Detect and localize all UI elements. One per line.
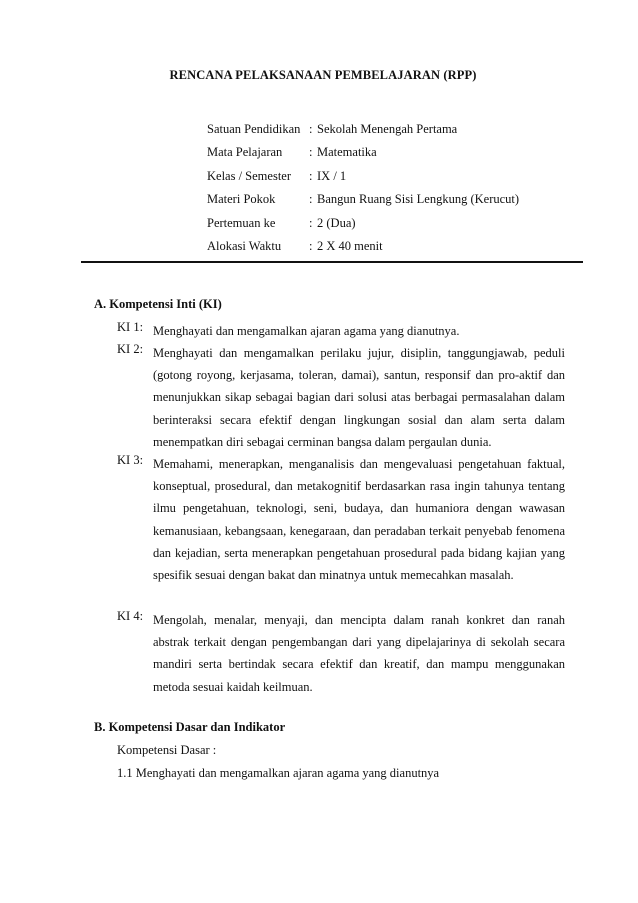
- identity-label: Kelas / Semester: [207, 168, 292, 183]
- section-b-heading: B. Kompetensi Dasar dan Indikator: [94, 720, 286, 734]
- header-divider: [81, 261, 583, 263]
- identity-row: [207, 188, 519, 211]
- identity-value: Matematika: [317, 145, 377, 160]
- kd-block: [117, 739, 439, 785]
- identity-label: Alokasi Waktu: [207, 238, 282, 253]
- identity-label: Pertemuan ke: [207, 215, 276, 230]
- ki-item-3: [117, 453, 565, 586]
- ki-text: Menghayati dan mengamalkan ajaran agama yang dianutnya.: [153, 324, 460, 338]
- identity-separator: :: [309, 238, 313, 253]
- kd-subheading: Kompetensi Dasar :: [117, 743, 217, 757]
- identity-row: [207, 235, 519, 258]
- ki-text: Mengolah, menalar, menyaji, dan mencipta dalam ranah konkret dan ranah abstrak terkait dengan pengembangan dari yang dipelajarinya di sekolah secara mandiri serta bertindak secara efektif dan kreatif, dan mampu menggunakan metoda sesuai kaidah keilmuan.: [153, 613, 565, 694]
- identity-separator: :: [309, 168, 313, 183]
- identity-separator: :: [309, 192, 313, 207]
- ki-text: Menghayati dan mengamalkan perilaku jujur, disiplin, tanggungjawab, peduli (gotong royong, kerjasama, toleran, damai), santun, responsif dan pro-aktif dan menunjukkan sikap sebagai bagian dari solusi atas berbagai permasalahan dalam berinteraksi secara efektif dengan lingkungan sosial dan alam serta dalam menempatkan diri sebagai cerminan bangsa dalam pergaulan dunia.: [153, 346, 565, 449]
- ki-code: KI 2:: [117, 342, 144, 356]
- document-title-text: RENCANA PELAKSANAAN PEMBELAJARAN (RPP): [169, 68, 477, 82]
- identity-label: Materi Pokok: [207, 192, 276, 207]
- ki-code: KI 1:: [117, 320, 144, 334]
- ki-text: Memahami, menerapkan, menganalisis dan mengevaluasi pengetahuan faktual, konseptual, prosedural, dan metakognitif berdasarkan rasa ingin tahunya tentang ilmu pengetahuan, teknologi, seni, budaya, dan humaniora dengan wawasan kemanusiaan, kebangsaan, kenegaraan, dan peradaban terkait penyebab fenomena dan kejadian, serta menerapkan pengetahuan prosedural pada bidang kajian yang spesifik sesuai dengan bakat dan minatnya untuk memecahkan masalah.: [153, 457, 565, 583]
- identity-table: [207, 118, 519, 258]
- identity-value: 2 (Dua): [317, 215, 356, 230]
- identity-row: [207, 165, 519, 188]
- ki-item-2: [117, 342, 565, 453]
- identity-value: Sekolah Menengah Pertama: [317, 122, 458, 136]
- identity-separator: :: [309, 215, 313, 230]
- identity-value: Bangun Ruang Sisi Lengkung (Kerucut): [317, 192, 520, 207]
- identity-separator: :: [309, 145, 313, 160]
- ki-item-1: [117, 320, 565, 342]
- identity-value: 2 X 40 menit: [317, 238, 383, 253]
- document-title: [0, 68, 638, 83]
- section-a-heading: A. Kompetensi Inti (KI): [94, 297, 222, 311]
- ki-item-4: [117, 609, 565, 698]
- identity-row: [207, 118, 519, 141]
- identity-separator: :: [309, 122, 313, 136]
- identity-label: Mata Pelajaran: [207, 145, 283, 160]
- identity-label: Satuan Pendidikan: [207, 122, 301, 136]
- identity-value: IX / 1: [317, 168, 347, 183]
- ki-code: KI 4:: [117, 609, 144, 623]
- ki-code: KI 3:: [117, 453, 144, 467]
- identity-row: [207, 141, 519, 164]
- identity-row: [207, 212, 519, 235]
- kd-item: 1.1 Menghayati dan mengamalkan ajaran agama yang dianutnya: [117, 766, 440, 780]
